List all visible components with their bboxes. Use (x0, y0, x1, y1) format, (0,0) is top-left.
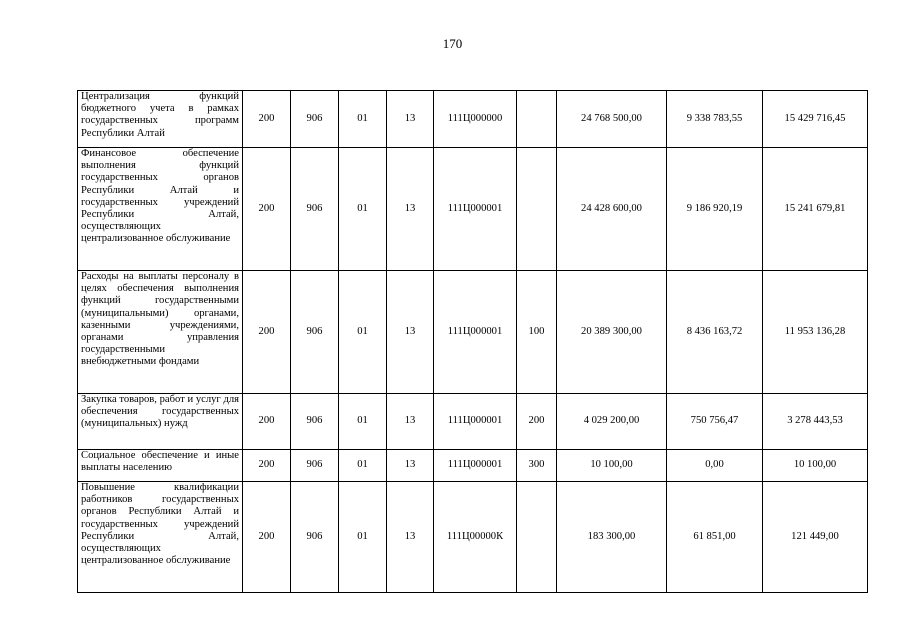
plan-amount: 24 768 500,00 (557, 91, 667, 148)
expense-type-code: 100 (517, 271, 557, 394)
spent-amount: 8 436 163,72 (667, 271, 763, 394)
row-name: Повышение квалификации работников государственных органов Республики Алтай и государственных учреждений Республики Алтай, осуществляющих централизованное обслуживание (78, 482, 243, 593)
subsection-code: 13 (387, 482, 434, 593)
ministry-code: 906 (291, 482, 339, 593)
page-number: 170 (442, 36, 463, 51)
section-code: 01 (339, 394, 387, 450)
expense-type-code (517, 482, 557, 593)
admin-code: 200 (243, 271, 291, 394)
target-code: 111Ц000001 (434, 394, 517, 450)
rest-amount: 15 241 679,81 (763, 148, 868, 271)
ministry-code: 906 (291, 394, 339, 450)
section-code: 01 (339, 91, 387, 148)
table-row (78, 394, 868, 450)
table-row (78, 450, 868, 482)
plan-amount: 24 428 600,00 (557, 148, 667, 271)
rest-amount: 10 100,00 (763, 450, 868, 482)
rest-amount: 121 449,00 (763, 482, 868, 593)
table-row (78, 148, 868, 271)
expense-type-code (517, 91, 557, 148)
rest-amount: 11 953 136,28 (763, 271, 868, 394)
table-row (78, 271, 868, 394)
subsection-code: 13 (387, 91, 434, 148)
row-name: Централизация функций бюджетного учета в рамках государственных программ Республики Алтай (78, 91, 243, 148)
target-code: 111Ц000001 (434, 148, 517, 271)
spent-amount: 0,00 (667, 450, 763, 482)
admin-code: 200 (243, 482, 291, 593)
subsection-code: 13 (387, 148, 434, 271)
plan-amount: 183 300,00 (557, 482, 667, 593)
spent-amount: 9 338 783,55 (667, 91, 763, 148)
admin-code: 200 (243, 148, 291, 271)
expense-type-code: 200 (517, 394, 557, 450)
budget-table (77, 90, 868, 593)
expense-type-code (517, 148, 557, 271)
row-name: Социальное обеспечение и иные выплаты населению (78, 450, 243, 482)
subsection-code: 13 (387, 394, 434, 450)
target-code: 111Ц000001 (434, 450, 517, 482)
ministry-code: 906 (291, 450, 339, 482)
rest-amount: 15 429 716,45 (763, 91, 868, 148)
row-name: Закупка товаров, работ и услуг для обеспечения государственных (муниципальных) нужд (78, 394, 243, 450)
subsection-code: 13 (387, 271, 434, 394)
expense-type-code: 300 (517, 450, 557, 482)
section-code: 01 (339, 450, 387, 482)
section-code: 01 (339, 482, 387, 593)
spent-amount: 61 851,00 (667, 482, 763, 593)
table-row (78, 482, 868, 593)
ministry-code: 906 (291, 91, 339, 148)
target-code: 111Ц000000 (434, 91, 517, 148)
ministry-code: 906 (291, 271, 339, 394)
row-name: Расходы на выплаты персоналу в целях обеспечения выполнения функций государственными (муниципальными) органами, казенными учреждениями, органами управления государственными внебюджетными фондами (78, 271, 243, 394)
ministry-code: 906 (291, 148, 339, 271)
rest-amount: 3 278 443,53 (763, 394, 868, 450)
subsection-code: 13 (387, 450, 434, 482)
section-code: 01 (339, 271, 387, 394)
table-row (78, 91, 868, 148)
target-code: 111Ц00000К (434, 482, 517, 593)
admin-code: 200 (243, 91, 291, 148)
spent-amount: 750 756,47 (667, 394, 763, 450)
target-code: 111Ц000001 (434, 271, 517, 394)
spent-amount: 9 186 920,19 (667, 148, 763, 271)
plan-amount: 4 029 200,00 (557, 394, 667, 450)
section-code: 01 (339, 148, 387, 271)
plan-amount: 20 389 300,00 (557, 271, 667, 394)
row-name: Финансовое обеспечение выполнения функций государственных органов Республики Алтай и государственных учреждений Республики Алтай, осуществляющих централизованное обслуживание (78, 148, 243, 271)
plan-amount: 10 100,00 (557, 450, 667, 482)
admin-code: 200 (243, 450, 291, 482)
admin-code: 200 (243, 394, 291, 450)
